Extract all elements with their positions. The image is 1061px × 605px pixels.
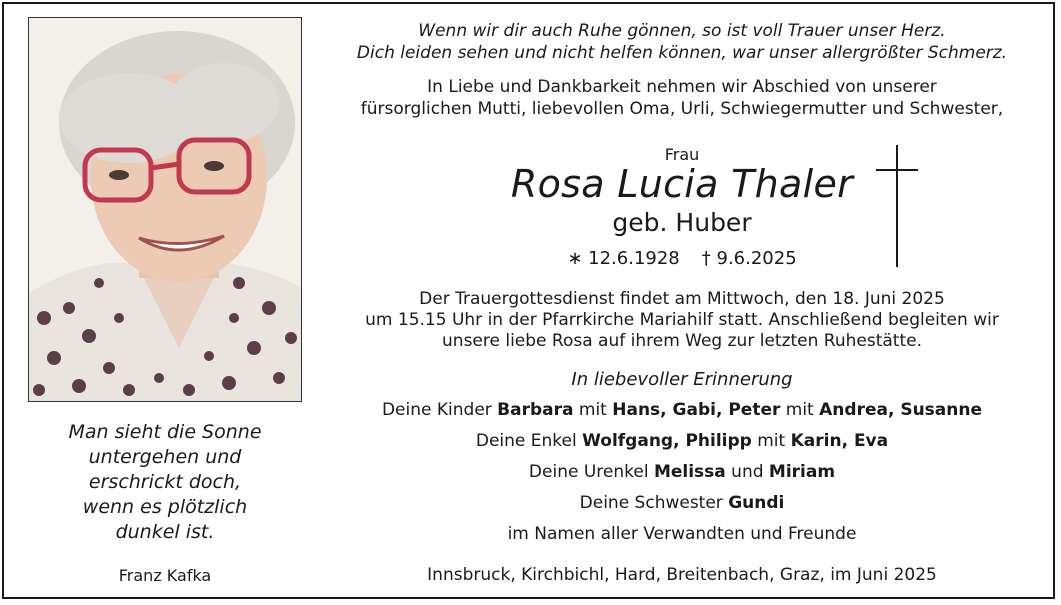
intro-line: fürsorglichen Mutti, liebevollen Oma, Urli, Schwiegermutter und Schwester,	[360, 99, 1004, 119]
verse-line: Dich leiden sehen und nicht helfen können, war unser allergrößter Schmerz.	[356, 43, 1008, 63]
maiden-name: geb. Huber	[612, 208, 752, 237]
death-date: † 9.6.2025	[701, 248, 797, 269]
quote-line: Man sieht die Sonne	[68, 421, 262, 443]
family-children: Deine Kinder Barbara mit Hans, Gabi, Peter mit Andrea, Susanne	[381, 400, 983, 420]
memory-heading: In liebevoller Erinnerung	[571, 369, 793, 390]
family-list	[332, 398, 1032, 553]
service-info	[332, 289, 1032, 352]
deceased-name: Rosa Lucia Thaler	[510, 162, 854, 206]
family-sister: Deine Schwester Gundi	[579, 493, 785, 513]
portrait-illustration	[29, 18, 301, 401]
quote-author: Franz Kafka	[118, 566, 212, 585]
quote-line: wenn es plötzlich	[82, 496, 248, 518]
quote-line: dunkel ist.	[115, 521, 215, 543]
service-line: unsere liebe Rosa auf ihrem Weg zur letzten Ruhestätte.	[442, 331, 922, 351]
intro-text	[332, 76, 1032, 120]
family-greatgrandchildren: Deine Urenkel Melissa und Miriam	[528, 462, 836, 482]
family-others: im Namen aller Verwandten und Freunde	[507, 524, 857, 544]
quote-line: untergehen und	[88, 446, 242, 468]
cross-icon	[876, 145, 918, 267]
birth-date: ∗ 12.6.1928	[567, 248, 680, 269]
verse-line: Wenn wir dir auch Ruhe gönnen, so ist voll Trauer unser Herz.	[418, 21, 946, 41]
service-line: Der Trauergottesdienst findet am Mittwoch, den 18. Juni 2025	[419, 289, 945, 309]
portrait-photo	[28, 17, 302, 402]
kafka-quote	[28, 420, 302, 545]
salutation: Frau	[664, 145, 700, 164]
intro-line: In Liebe und Dankbarkeit nehmen wir Abschied von unserer	[427, 77, 937, 97]
verse	[332, 20, 1032, 64]
places-date: Innsbruck, Kirchbichl, Hard, Breitenbach, Graz, im Juni 2025	[427, 565, 937, 585]
family-grandchildren: Deine Enkel Wolfgang, Philipp mit Karin, Eva	[475, 431, 889, 451]
service-line: um 15.15 Uhr in der Pfarrkirche Mariahilf statt. Anschließend begleiten wir	[365, 310, 999, 330]
quote-line: erschrickt doch,	[88, 471, 242, 493]
life-dates	[332, 248, 1032, 269]
